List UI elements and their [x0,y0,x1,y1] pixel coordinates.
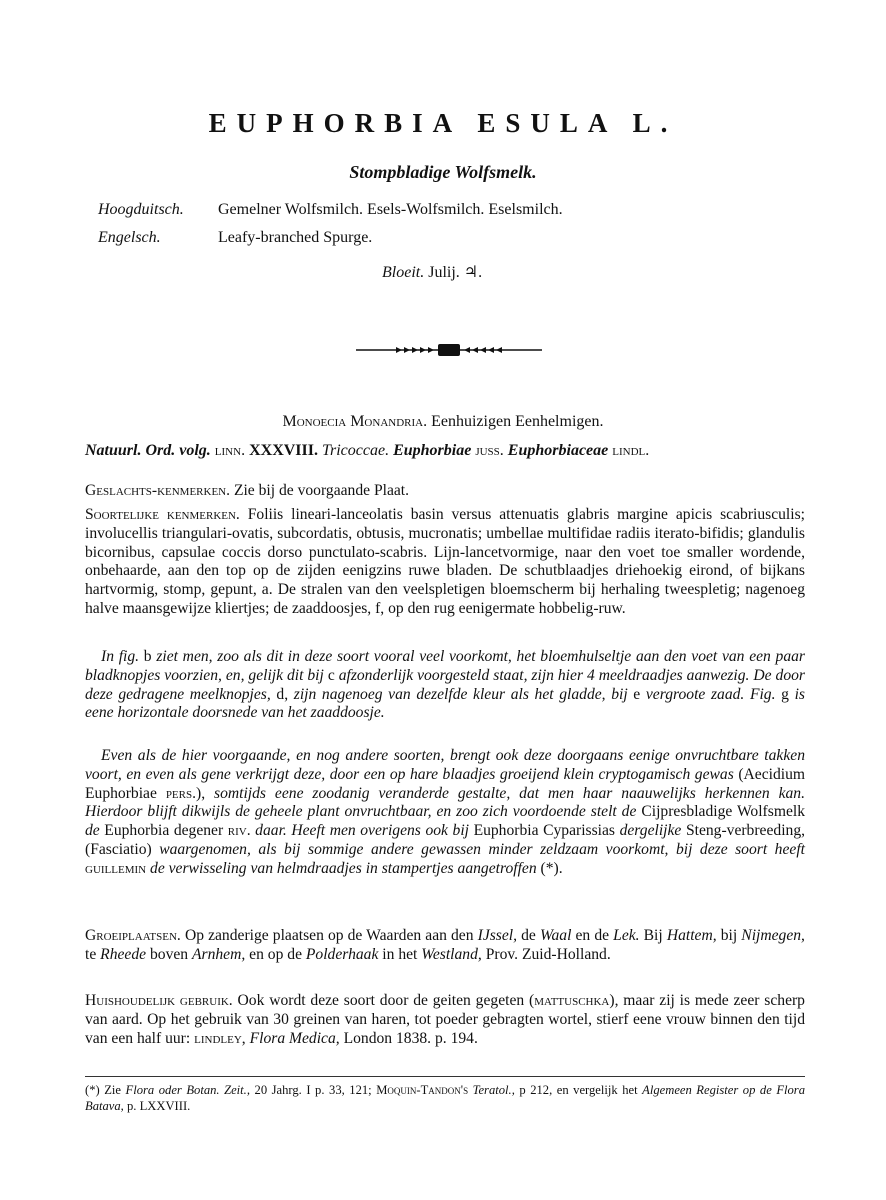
figure-letter: c [327,666,335,684]
figure-letter: b [143,648,152,665]
order-euphorbiae: Euphorbiae [393,442,472,459]
text-span: ziet men, zoo als dit in deze soort vooral veel voorkomt, het bloemhulseltje aan den voet van een paar bladknopjes voorzien, en, gelijk dit bij [85,648,806,684]
flowering-label: Bloeit. [382,264,425,281]
journal-title: Flora oder Botan. Zeit., [125,1083,250,1097]
author-name: pers.), [165,784,206,802]
text-span: de [85,822,100,840]
place-name: Lek. [613,927,640,944]
text-span: somtijds eene zoodanig veranderde gestalte, dat men haar naauwelijks herkennen kan. Hierdoor blijft dikwijls de geheele plant onvruchtbaar, en zoo zich voordoende stelt de [85,784,805,821]
book-title: Teratol., [472,1083,515,1097]
text-span: (*) Zie [85,1083,121,1097]
text-span: (Aecidium Euphorbiae [85,765,805,802]
text-span: London 1838. p. 194. [343,1029,478,1047]
text-span: boven [149,945,189,963]
book-title: Flora Medica, [249,1029,340,1047]
page-subtitle: Stompbladige Wolfsmelk. [349,162,537,182]
place-name: IJssel, [477,927,518,944]
name-row-german [98,196,563,224]
observation-paragraph [85,747,805,879]
name-value: Leafy-branched Spurge. [218,229,373,246]
text-span: dergelijke [619,822,682,840]
text-span: de [521,927,536,944]
figure-letter: e [633,685,641,703]
order-euphorbiaceae: Euphorbiaceae [507,442,609,459]
class-dutch: Eenhuizigen Eenhelmigen. [431,413,604,430]
text-span: Euphorbia Cyparissias [473,822,615,840]
place-name: Rheede [100,945,147,963]
name-value: Gemelner Wolfsmilch. Esels-Wolfsmilch. Eselsmilch. [218,201,563,218]
order-number: XXXVIII. [249,442,318,459]
text-span: zijn nagenoeg van dezelfde kleur als het gladde, bij [293,685,628,703]
text-span: In fig. [101,648,140,665]
text-span: Euphorbia degener [104,822,224,840]
text-span: te [85,945,97,963]
genus-characters [85,482,805,501]
text-span: in het [382,945,418,963]
classification-line [0,413,886,431]
text-span: p 212, en vergelijk het [519,1083,638,1097]
order-author: linn. [214,442,246,459]
figure-letter: d, [276,685,289,703]
text-span: is eene horizontale doorsnede van het zaaddoosje. [85,685,805,722]
text-span: en de [575,927,610,944]
localities-paragraph [85,927,805,965]
name-language: Hoogduitsch. [98,201,184,218]
text-span: daar. Heeft men overigens ook bij [255,822,469,840]
section-label: Geslachts-kenmerken. [85,482,231,499]
section-text: Foliis lineari-lanceolatis basin versus attenuatis glabris margine apicis scabriusculis; involucellis triangulari-ovatis, subcordatis, obtusis, mucronatis; umbellae multifidae radiis iterato-bifidis; glandulis bicornibus, capsulae coccis dorso punctulato-scabris. Lijn-lancetvormige, naar den voet toe smaller wordende, onbehaarde, aan den top op de zijden eenigzins ruwe bladen. De schutblaadjes driehoekig eirond, of bijkans hartvormig, stomp, gepunt, a. De stralen van den veelspletigen bloemscherm bij herhaling tweespletig; nagenoeg halve maansgewijze kliertjes; de zaaddoosjes, f, op den rug eenigermate hobbelig-ruw. [85,506,805,617]
author-name: riv. [227,822,251,840]
text-span: vergroote zaad. Fig. [645,685,776,703]
text-span: Even als de hier voorgaande, en nog andere soorten, brengt ook deze doorgaans eenige onvruchtbare takken voort, en even als gene verkrijgt deze, door een op hare blaadjes groeijend klein cryptogamisch gewas [85,747,805,783]
footnote-ref: (*). [540,859,563,877]
place-name: Westland, [421,945,482,963]
text-span: Ook wordt deze soort door de geiten gegeten ( [237,992,535,1009]
place-name: Arnhem, [191,945,246,963]
flowering-line [382,262,482,282]
text-span: ), maar zij is mede zeer scherp van aard. Op het gebruik van 30 greinen van haren, tot poeder gebragten wortel, stierf eene vrouw binnen den tijd van een half uur: [85,992,805,1047]
vernacular-names [98,196,563,252]
text-span: de verwisseling van helmdraadjes in stampertjes aangetroffen [150,859,537,877]
text-span: 20 Jahrg. I p. 33, 121; [254,1083,372,1097]
text-span: bij [720,927,738,944]
order-label: Natuurl. Ord. volg. [85,442,211,459]
order-author: lindl. [612,442,650,459]
section-label: Soortelijke kenmerken. [85,506,240,523]
figure-letter: g [781,685,789,703]
section-label: Groeiplaatsen. [85,927,181,944]
section-label: Huishoudelijk gebruik. [85,992,233,1009]
text-span: p. LXXVIII. [126,1099,191,1113]
ornamental-divider [356,339,542,361]
author-name: mattuschka [534,992,610,1009]
place-name: Waal [539,927,572,944]
order-author: juss. [475,442,504,459]
flowering-value: Julij. ♃. [428,264,483,281]
page-title: EUPHORBIA ESULA L. [208,108,678,138]
book-title: Algemeen Register op de Flora Batava, [85,1083,806,1113]
text-span: Prov. Zuid-Holland. [485,945,611,963]
place-name: Nijmegen, [741,927,805,944]
text-span: Steng-verbreeding, (Fasciatio) [85,822,806,858]
class-name: Monoecia Monandria. [282,413,428,430]
text-span: afzonderlijk voorgesteld staat, zijn hier 4 meeldraadjes aanwezig. De door deze gedragene meelknopjes, [85,666,805,703]
text-span: Op zanderige plaatsen op de Waarden aan den [184,927,474,944]
text-span: Bij [643,927,663,944]
text-span: Cijpresbladige Wolfsmelk [641,803,805,821]
figure-paragraph [85,648,805,723]
text-span: waargenomen, als bij sommige andere gewassen minder zeldzaam voorkomt, bij deze soort heeft [159,840,805,858]
place-name: Polderhaak [305,945,379,963]
name-row-english [98,224,563,252]
order-tricoccae: Tricoccae. [321,442,390,459]
species-characters [85,506,805,619]
household-use-paragraph [85,992,805,1048]
name-language: Engelsch. [98,229,161,246]
footnote-rule [85,1076,805,1077]
author-name: Moquin-Tandon's [376,1083,469,1097]
natural-order-line [85,442,805,460]
place-name: Hattem, [666,927,717,944]
author-name: guillemin [85,859,147,877]
text-span: en op de [249,945,302,963]
footnote [85,1082,805,1114]
section-text: Zie bij de voorgaande Plaat. [233,482,410,499]
author-name: lindley, [194,1029,246,1047]
